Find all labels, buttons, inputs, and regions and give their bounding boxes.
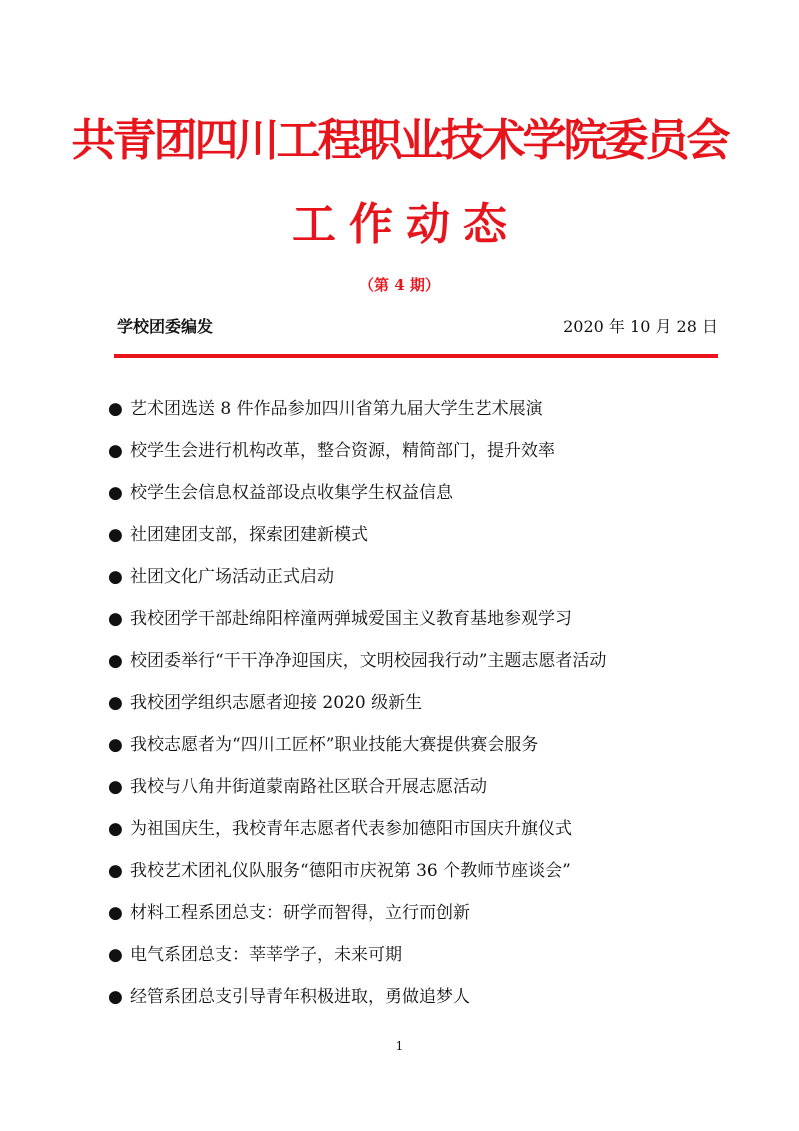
news-headline: 电气系团总支：莘莘学子，未来可期 — [130, 945, 402, 965]
news-headline: 我校艺术团礼仪队服务“德阳市庆祝第 36 个教师节座谈会” — [130, 861, 571, 881]
news-headline: 我校志愿者为“四川工匠杯”职业技能大赛提供赛会服务 — [130, 735, 539, 755]
list-item — [108, 604, 606, 646]
list-item — [108, 856, 606, 898]
list-item — [108, 646, 606, 688]
list-item — [108, 898, 606, 940]
org-title: 共青团四川工程职业技术学院委员会 — [71, 115, 728, 166]
list-item — [108, 982, 606, 1024]
news-headline: 校学生会进行机构改革，整合资源，精简部门，提升效率 — [130, 441, 555, 461]
news-headline: 为祖国庆生，我校青年志愿者代表参加德阳市国庆升旗仪式 — [130, 819, 572, 839]
news-headline: 我校团学组织志愿者迎接 2020 级新生 — [130, 693, 423, 713]
list-item — [108, 394, 606, 436]
list-item — [108, 478, 606, 520]
bullet-icon: ● — [108, 441, 123, 461]
bullet-icon: ● — [108, 651, 123, 671]
news-headline: 经管系团总支引导青年积极进取，勇做追梦人 — [130, 987, 470, 1007]
bullet-icon: ● — [108, 777, 123, 797]
news-headline: 我校团学干部赴绵阳梓潼两弹城爱国主义教育基地参观学习 — [130, 609, 572, 629]
news-headline: 社团文化广场活动正式启动 — [130, 567, 334, 587]
news-headline: 社团建团支部，探索团建新模式 — [130, 525, 368, 545]
bullet-icon: ● — [108, 525, 123, 545]
page-number: 1 — [395, 1039, 404, 1053]
news-headline: 我校与八角井街道蒙南路社区联合开展志愿活动 — [130, 777, 487, 797]
list-item — [108, 940, 606, 982]
bullet-icon: ● — [108, 735, 123, 755]
list-item — [108, 562, 606, 604]
list-item — [108, 688, 606, 730]
issue-number: （第 4 期） — [359, 276, 440, 294]
bullet-icon: ● — [108, 399, 123, 419]
list-item — [108, 814, 606, 856]
bullet-icon: ● — [108, 903, 123, 923]
bullet-icon: ● — [108, 819, 123, 839]
bullet-icon: ● — [108, 945, 123, 965]
bullet-icon: ● — [108, 861, 123, 881]
list-item — [108, 730, 606, 772]
bullet-icon: ● — [108, 483, 123, 503]
news-headline: 校团委举行“干干净净迎国庆，文明校园我行动”主题志愿者活动 — [130, 651, 607, 671]
list-item — [108, 436, 606, 478]
bullet-icon: ● — [108, 987, 123, 1007]
bullet-icon: ● — [108, 567, 123, 587]
bullet-icon: ● — [108, 693, 123, 713]
news-list — [108, 394, 606, 1024]
editor-label: 学校团委编发 — [117, 317, 214, 336]
list-item — [108, 772, 606, 814]
news-headline: 艺术团选送 8 件作品参加四川省第九届大学生艺术展演 — [130, 399, 543, 419]
bullet-icon: ● — [108, 609, 123, 629]
news-headline: 材料工程系团总支：研学而智得，立行而创新 — [130, 903, 470, 923]
bulletin-title: 工作动态 — [292, 199, 520, 250]
list-item — [108, 520, 606, 562]
header-divider — [114, 354, 718, 358]
news-headline: 校学生会信息权益部设点收集学生权益信息 — [130, 483, 453, 503]
publish-date: 2020 年 10 月 28 日 — [563, 317, 718, 336]
